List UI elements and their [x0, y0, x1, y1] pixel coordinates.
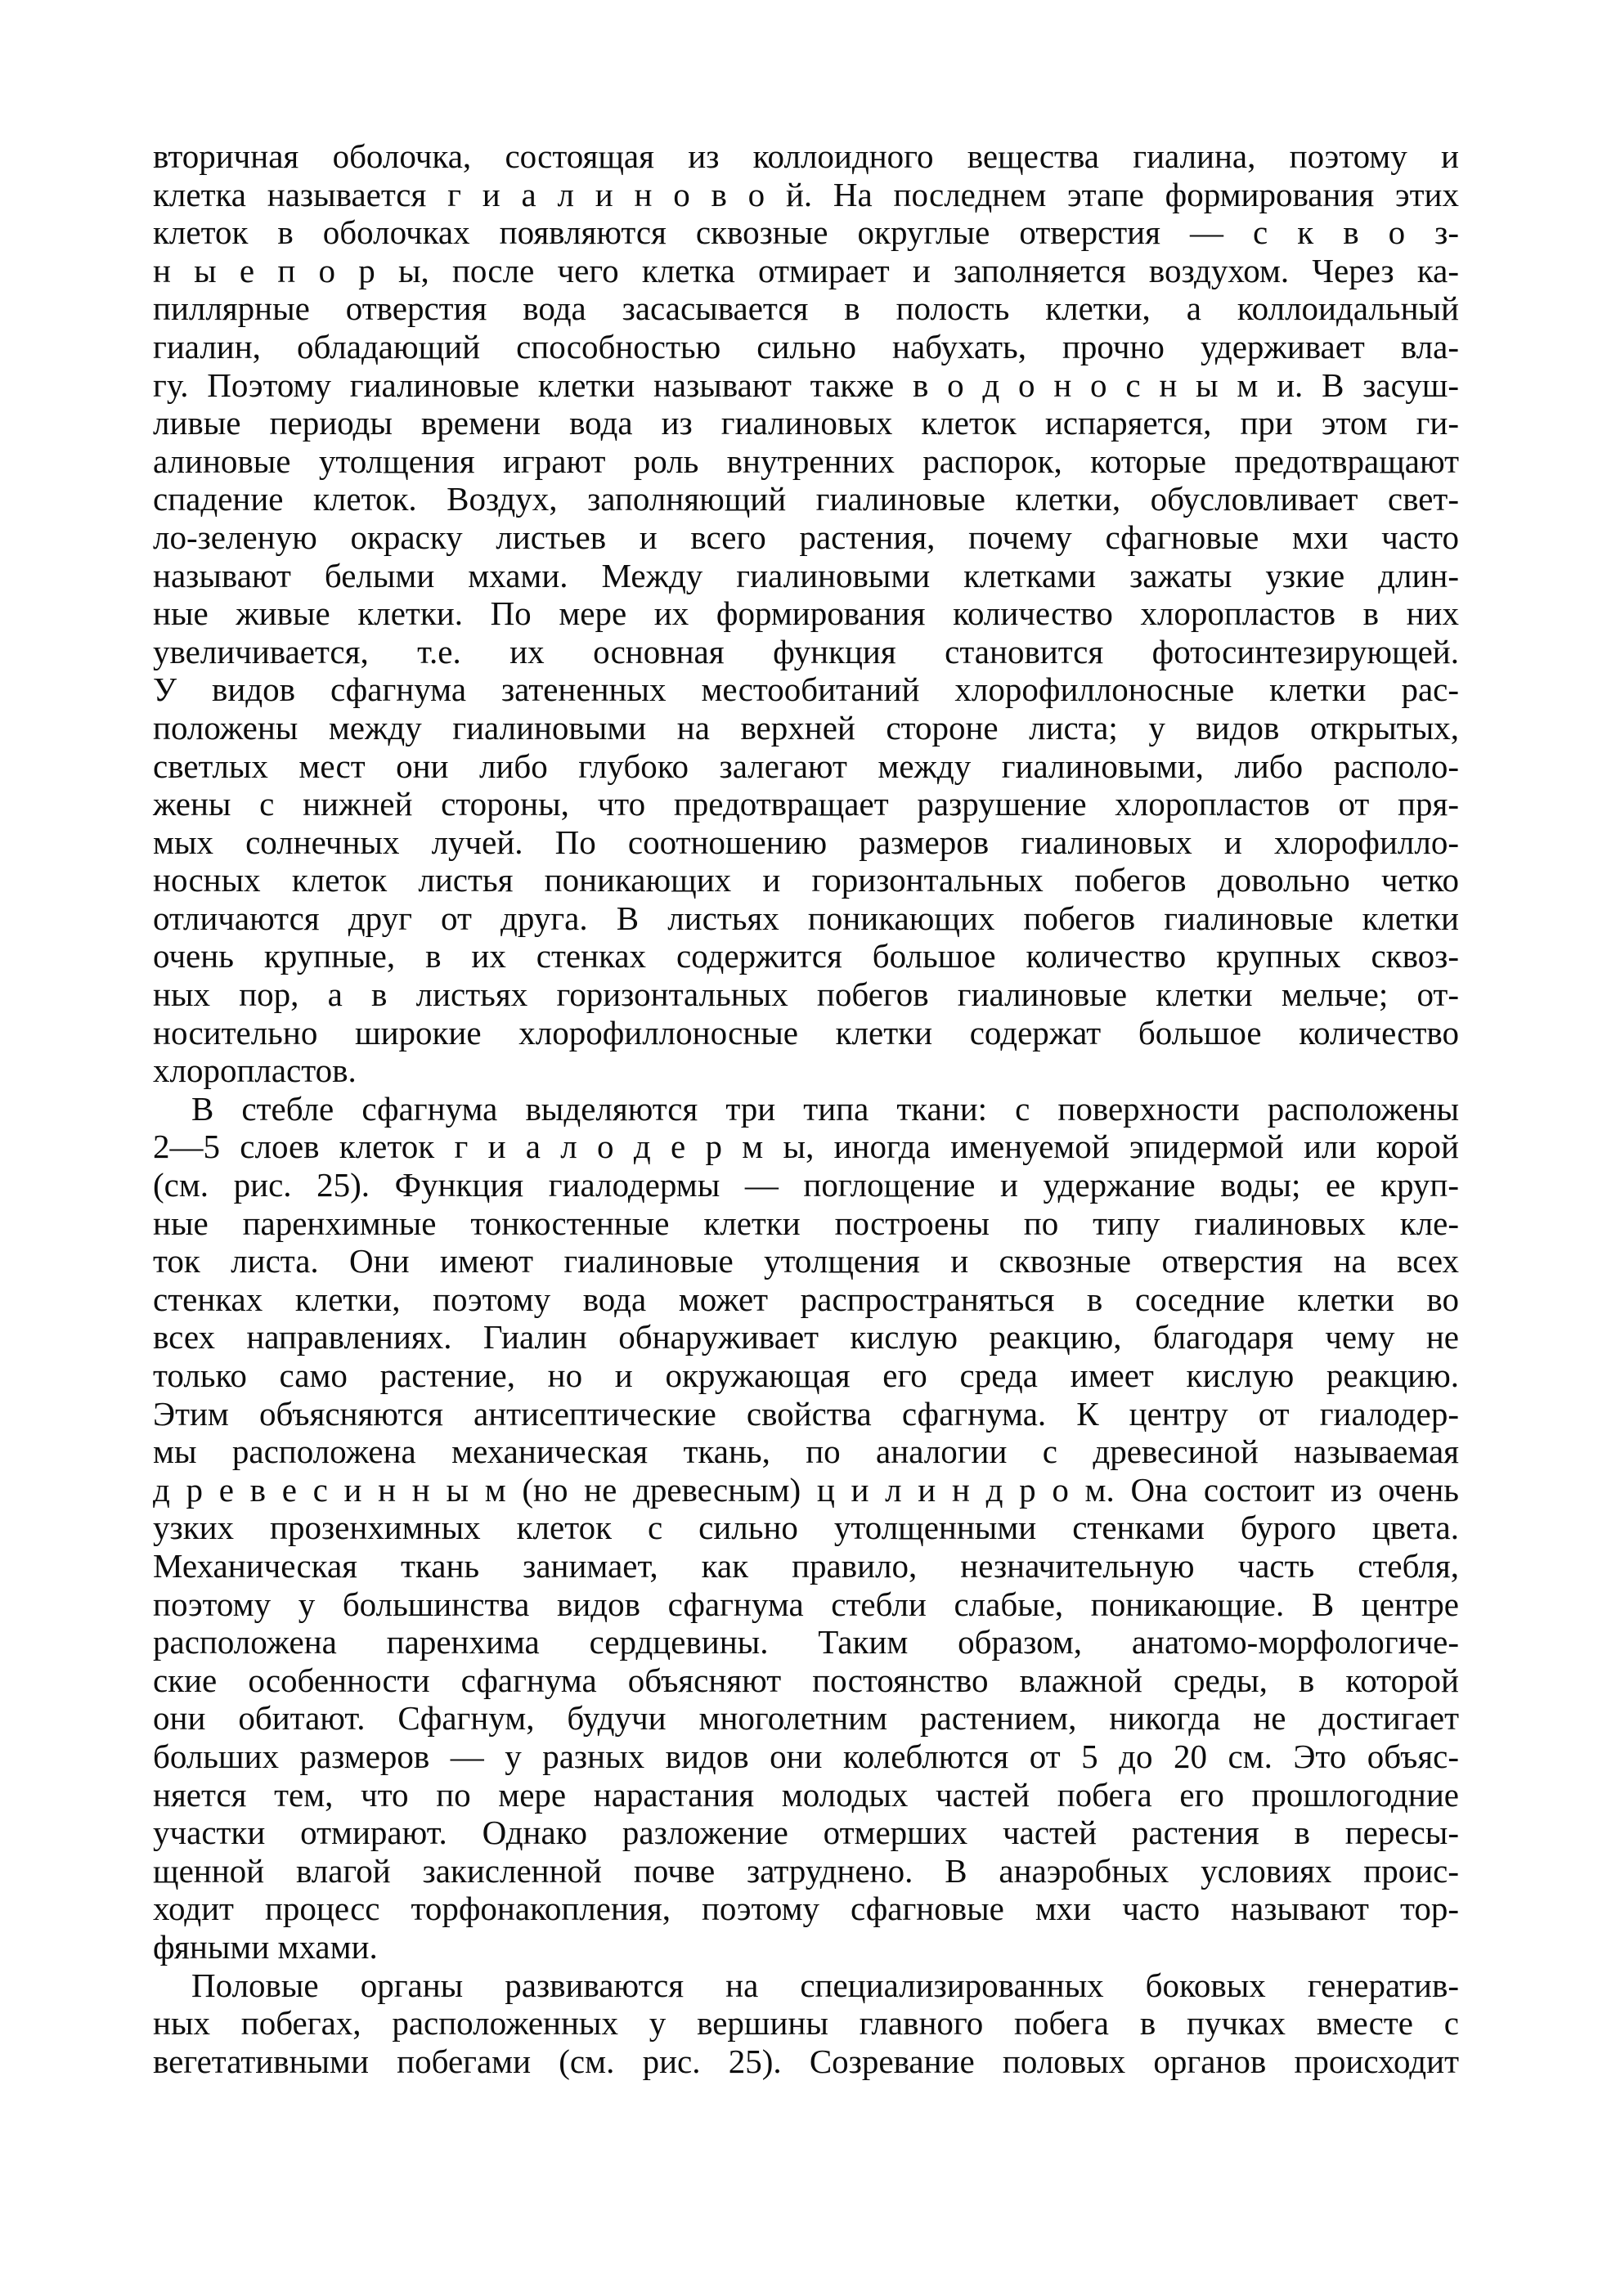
text-line: Половые органы развиваются на специализированных боковых генератив-: [191, 1966, 1459, 2004]
text-line: больших размеров — у разных видов они колеблются от 5 до 20 см. Это объяс-: [153, 1737, 1459, 1775]
text-line: няется тем, что по мере нарастания молодых частей побега его прошлогодние: [153, 1775, 1459, 1814]
text-line: они обитают. Сфагнум, будучи многолетним растением, никогда не достигает: [153, 1699, 1459, 1738]
text-line: н ы е п о р ы, после чего клетка отмирает и заполняется воздухом. Через ка-: [153, 251, 1459, 289]
text-line: В стебле сфагнума выделяются три типа ткани: с поверхности расположены: [191, 1089, 1459, 1128]
text-line: мы расположена механическая ткань, по аналогии с древесиной называемая: [153, 1433, 1459, 1471]
text-line: жены с нижней стороны, что предотвращает разрушение хлоропластов от пря-: [153, 785, 1459, 823]
text-line: ток листа. Они имеют гиалиновые утолщения и сквозные отверстия на всех: [153, 1242, 1459, 1280]
text-line: гу. Поэтому гиалиновые клетки называют также в о д о н о с н ы м и. В засуш-: [153, 365, 1459, 404]
paragraph: [153, 1966, 1459, 2081]
text-line: щенной влагой закисленной почве затруднено. В анаэробных условиях проис-: [153, 1851, 1459, 1890]
text-line: ские особенности сфагнума объясняют постоянство влажной среды, в которой: [153, 1661, 1459, 1699]
text-block: [153, 137, 1459, 2080]
text-line: светлых мест они либо глубоко залегают между гиалиновыми, либо располо-: [153, 747, 1459, 785]
text-line: поэтому у большинства видов сфагнума стебли слабые, поникающие. В центре: [153, 1585, 1459, 1623]
text-line: всех направлениях. Гиалин обнаруживает кислую реакцию, благодаря чему не: [153, 1318, 1459, 1357]
text-line: пиллярные отверстия вода засасывается в полость клетки, а коллоидальный: [153, 289, 1459, 328]
text-line: фяными мхами.: [153, 1927, 378, 1966]
text-line: Механическая ткань занимает, как правило, незначительную часть стебля,: [153, 1546, 1459, 1585]
text-line: вторичная оболочка, состоящая из коллоидного вещества гиалина, поэтому и: [153, 137, 1459, 175]
text-line: увеличивается, т.е. их основная функция становится фотосинтезирующей.: [153, 632, 1459, 670]
text-line: носительно широкие хлорофиллоносные клетки содержат большое количество: [153, 1013, 1459, 1052]
text-line: ных пор, а в листьях горизонтальных побегов гиалиновые клетки мельче; от-: [153, 975, 1459, 1014]
text-line: мых солнечных лучей. По соотношению размеров гиалиновых и хлорофилло-: [153, 823, 1459, 861]
text-line: хлоропластов.: [153, 1052, 357, 1090]
text-line: расположена паренхима сердцевины. Таким образом, анатомо-морфологиче-: [153, 1623, 1459, 1661]
text-line: стенках клетки, поэтому вода может распространяться в соседние клетки во: [153, 1280, 1459, 1318]
text-line: положены между гиалиновыми на верхней стороне листа; у видов открытых,: [153, 708, 1459, 747]
text-line: участки отмирают. Однако разложение отмерших частей растения в пересы-: [153, 1814, 1459, 1852]
text-line: ходит процесс торфонакопления, поэтому сфагновые мхи часто называют тор-: [153, 1890, 1459, 1928]
text-line: гиалин, обладающий способностью сильно набухать, прочно удерживает вла-: [153, 327, 1459, 365]
text-line: только само растение, но и окружающая его среда имеет кислую реакцию.: [153, 1357, 1459, 1394]
text-line: клеток в оболочках появляются сквозные округлые отверстия — с к в о з-: [153, 213, 1459, 252]
text-line: Этим объясняются антисептические свойства сфагнума. К центру от гиалодер-: [153, 1394, 1459, 1433]
text-line: д р е в е с и н н ы м (но не древесным) ц и л и н д р о м. Она состоит из очень: [153, 1470, 1459, 1509]
text-line: спадение клеток. Воздух, заполняющий гиалиновые клетки, обусловливает свет-: [153, 480, 1459, 518]
text-line: (см. рис. 25). Функция гиалодермы — поглощение и удержание воды; ее круп-: [153, 1166, 1459, 1204]
paragraph: [153, 137, 1459, 1090]
text-line: узких прозенхимных клеток с сильно утолщенными стенками бурого цвета.: [153, 1509, 1459, 1547]
text-line: носных клеток листья поникающих и горизонтальных побегов довольно четко: [153, 861, 1459, 899]
text-line: алиновые утолщения играют роль внутренних распорок, которые предотвращают: [153, 442, 1459, 480]
text-line: вегетативными побегами (см. рис. 25). Созревание половых органов происходит: [153, 2042, 1459, 2080]
text-line: очень крупные, в их стенках содержится большое количество крупных сквоз-: [153, 937, 1459, 975]
text-line: ло-зеленую окраску листьев и всего растения, почему сфагновые мхи часто: [153, 518, 1459, 556]
text-line: ные паренхимные тонкостенные клетки построены по типу гиалиновых кле-: [153, 1204, 1459, 1242]
text-line: клетка называется г и а л и н о в о й. На последнем этапе формирования этих: [153, 175, 1459, 213]
paragraph: [153, 1090, 1459, 1966]
text-line: ных побегах, расположенных у вершины главного побега в пучках вместе с: [153, 2004, 1459, 2043]
text-line: называют белыми мхами. Между гиалиновыми клетками зажаты узкие длин-: [153, 556, 1459, 594]
text-line: У видов сфагнума затененных местообитаний хлорофиллоносные клетки рас-: [153, 670, 1459, 709]
text-line: 2—5 слоев клеток г и а л о д е р м ы, иногда именуемой эпидермой или корой: [153, 1128, 1459, 1166]
text-line: отличаются друг от друга. В листьях поникающих побегов гиалиновые клетки: [153, 899, 1459, 937]
text-line: ливые периоды времени вода из гиалиновых клеток испаряется, при этом ги-: [153, 404, 1459, 442]
text-line: ные живые клетки. По мере их формирования количество хлоропластов в них: [153, 594, 1459, 633]
